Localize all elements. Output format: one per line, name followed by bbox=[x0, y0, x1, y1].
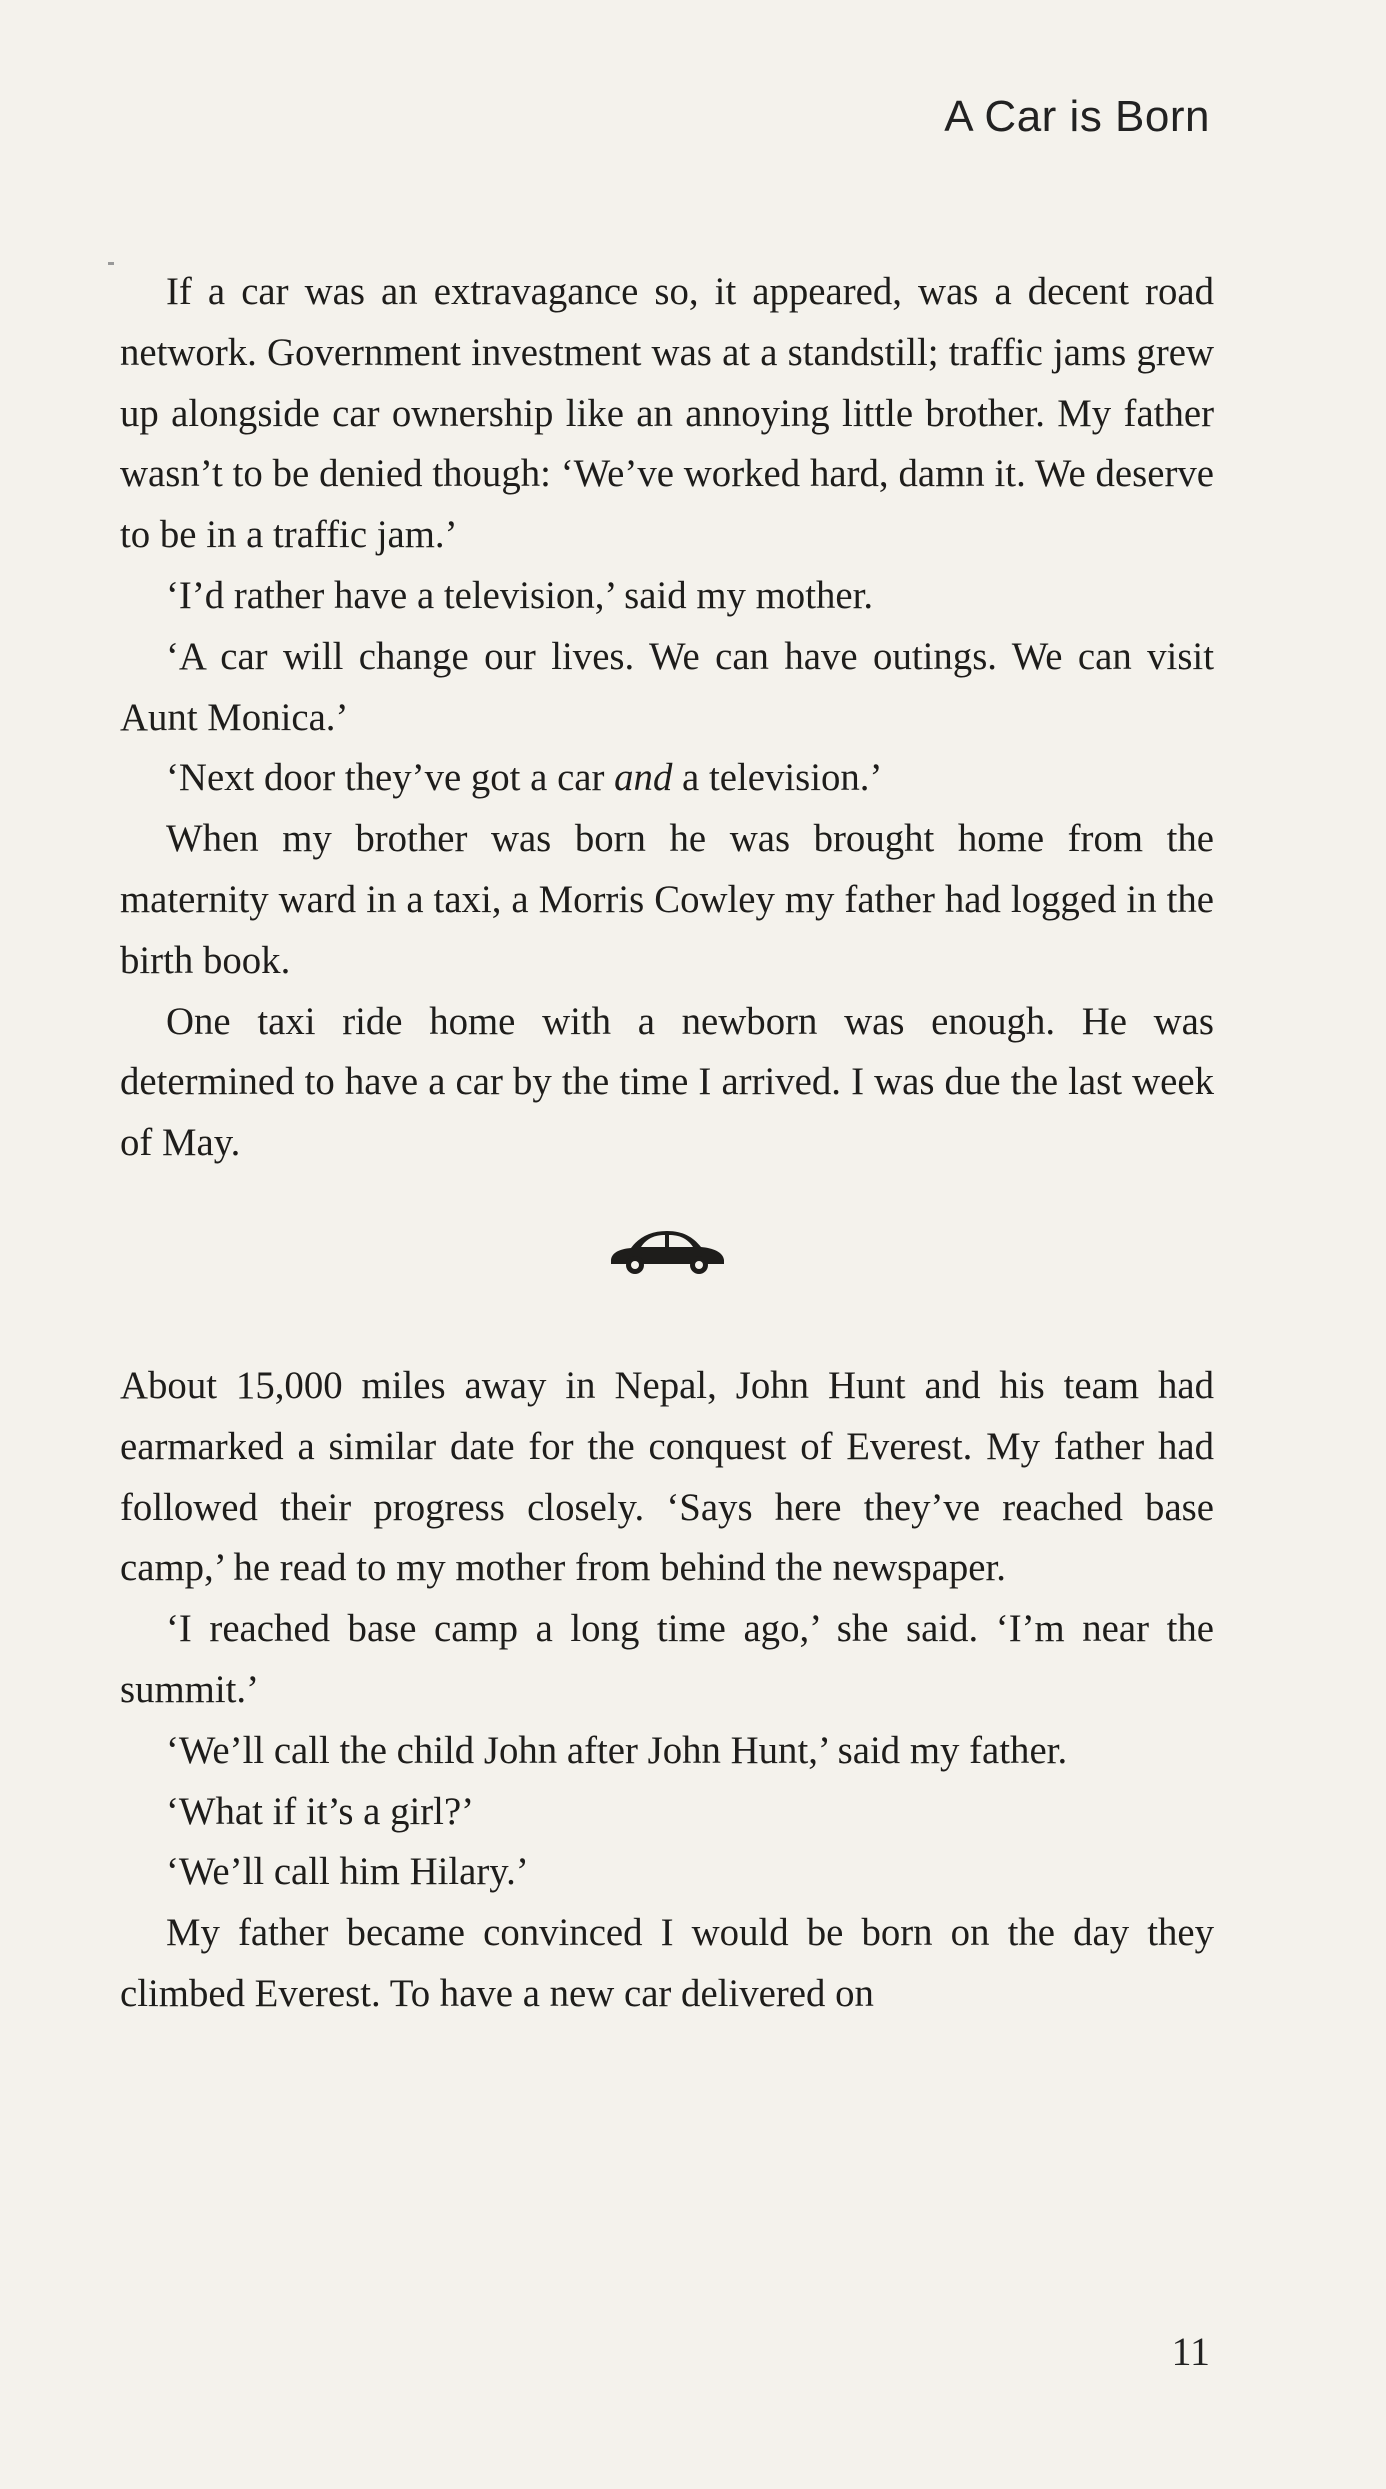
paragraph-text: a television.’ bbox=[672, 756, 883, 800]
paragraph: ‘What if it’s a girl?’ bbox=[166, 1789, 475, 1833]
section-break bbox=[120, 1174, 1214, 1356]
running-head: A Car is Born bbox=[944, 92, 1210, 141]
page-speck bbox=[108, 262, 114, 265]
paragraph: About 15,000 miles away in Nepal, John Hunt and his team had earmarked a similar date for the conquest of Everest. My father had followed their progress closely. ‘Says here they’ve reached base camp,’ he read to my mother from behind the newspaper. bbox=[120, 1363, 1214, 1590]
page-number: 11 bbox=[1171, 2329, 1210, 2374]
paragraph bbox=[120, 748, 1214, 809]
paragraph: When my brother was born he was brought home from the maternity ward in a taxi, a Morris Cowley my father had logged in the birth book. bbox=[120, 817, 1214, 982]
paragraph: ‘We’ll call him Hilary.’ bbox=[166, 1850, 529, 1894]
body-text bbox=[120, 262, 1214, 2025]
paragraph: ‘I’d rather have a television,’ said my mother. bbox=[166, 573, 874, 617]
paragraph: ‘We’ll call the child John after John Hunt,’ said my father. bbox=[166, 1728, 1068, 1772]
emphasis: and bbox=[614, 756, 673, 800]
paragraph: One taxi ride home with a newborn was enough. He was determined to have a car by the time I arrived. I was due the last week of May. bbox=[120, 999, 1214, 1165]
paragraph: ‘A car will change our lives. We can have outings. We can visit Aunt Monica.’ bbox=[120, 634, 1214, 739]
car-icon bbox=[605, 1227, 729, 1275]
paragraph-text: ‘Next door they’ve got a car bbox=[166, 756, 615, 800]
paragraph: ‘I reached base camp a long time ago,’ she said. ‘I’m near the summit.’ bbox=[120, 1607, 1214, 1711]
paragraph: My father became convinced I would be born on the day they climbed Everest. To have a new car delivered on bbox=[120, 1911, 1214, 2015]
paragraph: If a car was an extravagance so, it appeared, was a decent road network. Government investment was at a standstill; traffic jams grew up alongside car ownership like an annoying little brother. My father wasn’t to be denied though: ‘We’ve worked hard, damn it. We deserve to be in a traffic jam.’ bbox=[120, 270, 1214, 557]
